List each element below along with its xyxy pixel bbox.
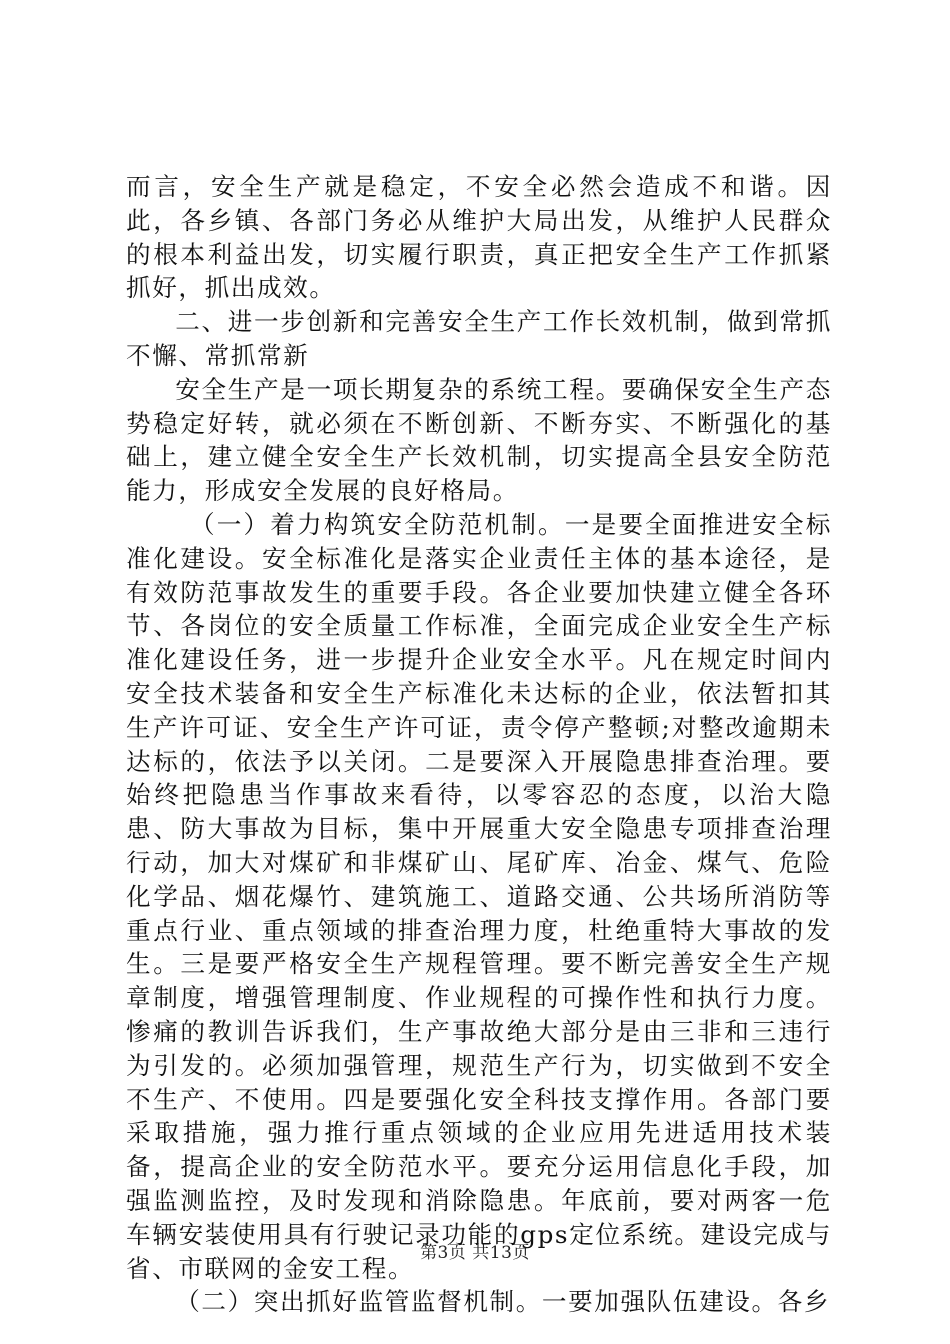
document-body <box>126 170 832 1319</box>
paragraph-intro: 安全生产是一项长期复杂的系统工程。要确保安全生产态势稳定好转，就必须在不断创新、不断夯实、不断强化的基础上，建立健全安全生产长效机制，切实提高全县安全防范能力，形成安全发展的良好格局。 <box>126 374 832 506</box>
paragraph-continuation: 而言，安全生产就是稳定，不安全必然会造成不和谐。因此，各乡镇、各部门务必从维护大局出发，从维护人民群众的根本利益出发，切实履行职责，真正把安全生产工作抓紧抓好，抓出成效。 <box>126 172 832 303</box>
paragraph-subsection-two: （二）突出抓好监管监督机制。一要加强队伍建设。各乡 <box>175 1287 831 1317</box>
section-heading-two: 二、进一步创新和完善安全生产工作长效机制，做到常抓不懈、常抓常新 <box>126 307 832 370</box>
paragraph-subsection-one: （一）着力构筑安全防范机制。一是要全面推进安全标准化建设。安全标准化是落实企业责任主体的基本途径，是有效防范事故发生的重要手段。各企业要加快建立健全各环节、各岗位的安全质量工作标准，全面完成企业安全生产标准化建设任务，进一步提升企业安全水平。凡在规定时间内安全技术装备和安全生产标准化未达标的企业，依法暂扣其生产许可证、安全生产许可证，责令停产整顿;对整改逾期未达标的，依法予以关闭。二是要深入开展隐患排查治理。要始终把隐患当作事故来看待，以零容忍的态度，以治大隐患、防大事故为目标，集中开展重大安全隐患专项排查治理行动，加大对煤矿和非煤矿山、尾矿库、冶金、煤气、危险化学品、烟花爆竹、建筑施工、道路交通、公共场所消防等重点行业、重点领域的排查治理力度，杜绝重特大事故的发生。三是要严格安全生产规程管理。要不断完善安全生产规章制度，增强管理制度、作业规程的可操作性和执行力度。惨痛的教训告诉我们，生产事故绝大部分是由三非和三违行为引发的。必须加强管理，规范生产行为，切实做到不安全不生产、不使用。四是要强化安全科技支撑作用。各部门要采取措施，强力推行重点领域的企业应用先进适用技术装备，提高企业的安全防范水平。要充分运用信息化手段，加强监测监控，及时发现和消除隐患。年底前，要对两客一危车辆安装使用具有行驶记录功能的gps定位系统。建设完成与省、市联网的金安工程。 <box>126 509 832 1283</box>
page-number-footer: 第3页 共13页 <box>420 1243 530 1263</box>
